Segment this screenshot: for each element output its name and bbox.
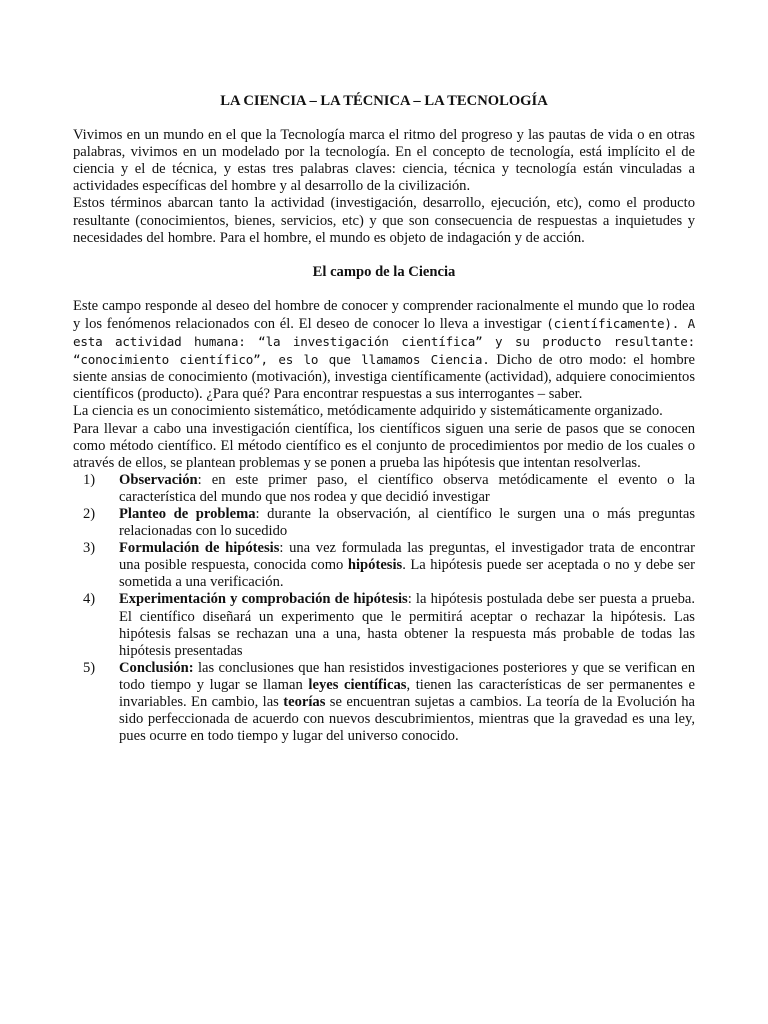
list-item-number: 5): [83, 659, 96, 676]
step-term: Conclusión:: [119, 659, 194, 676]
step-text: : en este primer paso, el científico observa metódicamente el evento o la característica del mundo que nos rodea y que decidió investigar: [119, 471, 695, 505]
step-text: se encuentran sujetas a cambios. La teoría de la Evolución ha sido perfeccionada de acuerdo con nuevos descubrimientos, mientras que la gravedad es una ley, pues ocurre en todo tiempo y lugar del universo conocido.: [119, 694, 695, 745]
section-heading: El campo de la Ciencia: [312, 263, 456, 280]
list-item: [73, 472, 695, 506]
campo-paragraph-2: La ciencia es un conocimiento sistemático, metódicamente adquirido y sistemáticamente organizado.: [73, 403, 663, 420]
step-term: hipótesis: [347, 557, 403, 574]
list-item: [73, 591, 695, 659]
step-term: Planteo de problema: [119, 505, 256, 522]
campo-paragraph-3: Para llevar a cabo una investigación científica, los científicos siguen una serie de pasos que se conocen como método científico. El método científico es el conjunto de procedimientos por medio de los cuales o através de ellos, se plantean problemas y se ponen a prueba las hipótesis que intentan resolverlas.: [73, 420, 695, 471]
campo-p1-typewriter: (científicamente). A esta actividad humana: “la investigación científica” y su producto resultante: “conocimiento científico”, es lo que llamamos Ciencia.: [73, 315, 695, 368]
step-term: Formulación de hipótesis: [119, 540, 280, 557]
step-term: leyes científicas: [308, 676, 407, 693]
campo-paragraph-1: [73, 298, 695, 404]
intro-paragraph-2: Estos términos abarcan tanto la actividad (investigación, desarrollo, ejecución, etc), como el producto resultante (conocimientos, bienes, servicios, etc) y que son consecuencia de respuestas a inquietudes y necesidades del hombre. Para el hombre, el mundo es objeto de indagación y de acción.: [73, 195, 695, 246]
list-item: [73, 540, 695, 591]
list-item-number: 1): [83, 471, 96, 488]
document-page: [73, 93, 695, 745]
step-term: Observación: [119, 471, 198, 488]
list-item-number: 3): [83, 540, 96, 557]
list-item: [73, 660, 695, 745]
step-text: : durante la observación, al científico le surgen una o más preguntas relacionadas con lo sucedido: [119, 505, 695, 540]
intro-paragraph-1: Vivimos en un mundo en el que la Tecnología marca el ritmo del progreso y las pautas de vida o en otras palabras, vivimos en un modelado por la tecnología. En el concepto de tecnología, está implícito el de ciencia y el de técnica, y estas tres palabras claves: ciencia, técnica y tecnología están vinculadas a actividades específicas del hombre y al desarrollo de la civilización.: [73, 127, 695, 195]
step-text: : una vez formulada las preguntas, el investigador trata de encontrar una posible respuesta, conocida como: [119, 540, 695, 574]
list-item-number: 4): [83, 591, 96, 608]
list-item: [73, 506, 695, 540]
list-item-number: 2): [83, 505, 96, 522]
document-title: LA CIENCIA – LA TÉCNICA – LA TECNOLOGÍA: [220, 93, 548, 109]
method-steps-list: [73, 472, 695, 746]
campo-p1-end: Dicho de otro modo: el hombre siente ansias de conocimiento (motivación), investiga científicamente (actividad), adquiere conocimientos científicos (producto). ¿Para qué? Para encontrar respuestas a sus interrogantes – saber.: [73, 352, 695, 403]
step-term: teorías: [283, 694, 326, 710]
step-text: , tienen las características de ser permanentes e invariables. En cambio, las: [119, 676, 695, 710]
step-text: : la hipótesis postulada debe ser puesta a prueba. El científico diseñará un experimento que le permitirá aceptar o rechazar la hipótesis. Las hipótesis falsas se rechazan una a una, hasta obtener la respuesta más probable de todas las hipótesis presentadas: [119, 591, 695, 659]
step-text: . La hipótesis puede ser aceptada o no y debe ser sometida a una verificación.: [119, 557, 695, 591]
step-term: Experimentación y comprobación de hipótesis: [119, 591, 408, 608]
step-text: las conclusiones que han resistidos investigaciones posteriores y que se verifican en todo tiempo y lugar se llaman: [119, 659, 695, 693]
campo-p1-start: Este campo responde al deseo del hombre de conocer y comprender racionalmente el mundo que lo rodea y los fenómenos relacionados con él. El deseo de conocer lo lleva a investigar: [73, 297, 695, 332]
